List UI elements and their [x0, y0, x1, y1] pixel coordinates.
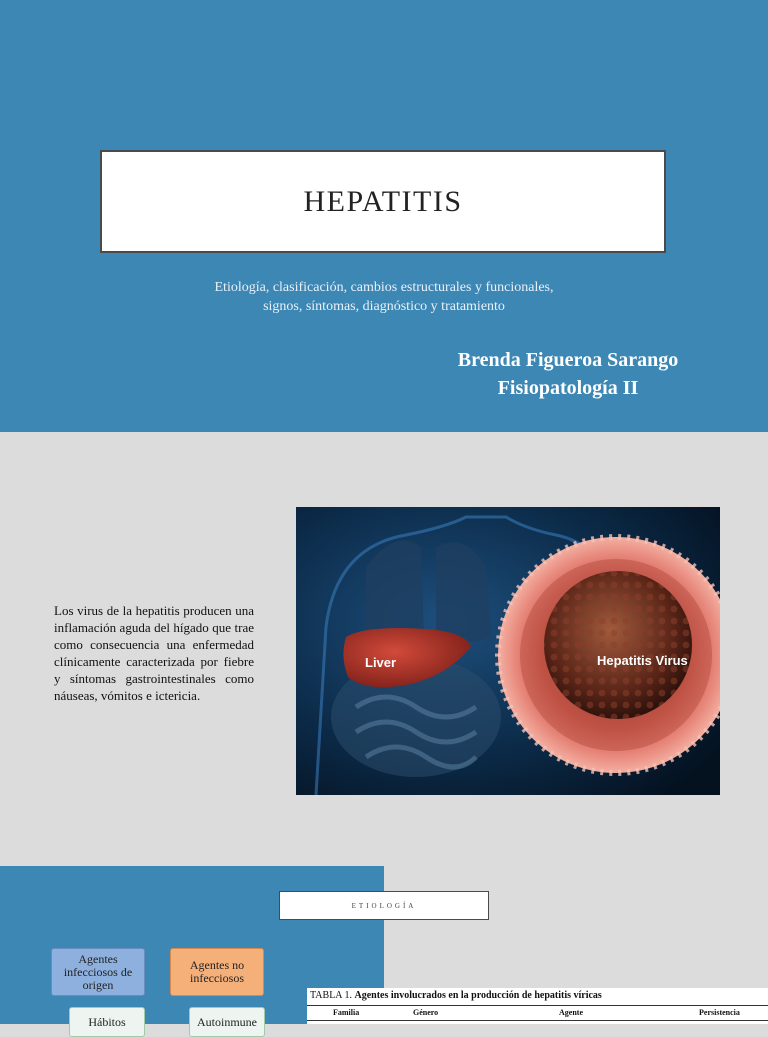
slide-subtitle	[150, 278, 618, 316]
table-caption	[310, 990, 602, 1001]
table-header-familia: Familia	[333, 1008, 360, 1017]
illustration-graphic	[296, 507, 720, 795]
node-child-left	[69, 1007, 145, 1037]
section-title: ETIOLOGÍA	[351, 901, 417, 910]
author-course: Fisiopatología II	[497, 377, 639, 399]
title-box	[100, 150, 666, 253]
subtitle-line-2: signos, síntomas, diagnóstico y tratamiento	[263, 299, 505, 314]
node-non-infectious-label: Agentes no infecciosos	[189, 958, 245, 985]
table-header-row	[307, 1005, 768, 1021]
agents-table	[307, 988, 768, 1024]
subtitle-line-1: Etiología, clasificación, cambios estructurales y funcionales,	[214, 280, 554, 295]
node-child-right	[189, 1007, 265, 1037]
table-header-agente: Agente	[559, 1008, 583, 1017]
node-child-right-label: Autoinmune	[197, 1014, 257, 1029]
intro-slide	[0, 432, 768, 866]
intro-paragraph: Los virus de la hepatitis producen una inflamación aguda del hígado que trae como consecuencia una enfermedad clínicamente caracterizada por fiebre y síntomas gastrointestinales como náuseas, vómitos e ictericia.	[54, 603, 254, 703]
node-child-left-label: Hábitos	[88, 1014, 126, 1029]
node-non-infectious	[170, 948, 264, 996]
table-caption-prefix: TABLA 1.	[310, 990, 352, 1001]
virus-label: Hepatitis Virus	[597, 653, 688, 668]
title-slide	[0, 0, 768, 432]
slide-title: HEPATITIS	[303, 184, 463, 218]
hepatitis-illustration	[296, 507, 720, 795]
table-header-persistencia: Persistencia	[699, 1008, 740, 1017]
author-block	[420, 346, 716, 402]
table-caption-text: Agentes involucrados en la producción de hepatitis víricas	[354, 990, 602, 1001]
section-title-box	[279, 891, 489, 920]
etiology-slide	[0, 866, 768, 1029]
table-header-genero: Género	[413, 1008, 439, 1017]
author-name: Brenda Figueroa Sarango	[457, 349, 679, 371]
node-infectious-label: Agentes infecciosos de origen	[63, 951, 133, 992]
liver-label: Liver	[365, 655, 397, 670]
node-infectious	[51, 948, 145, 996]
